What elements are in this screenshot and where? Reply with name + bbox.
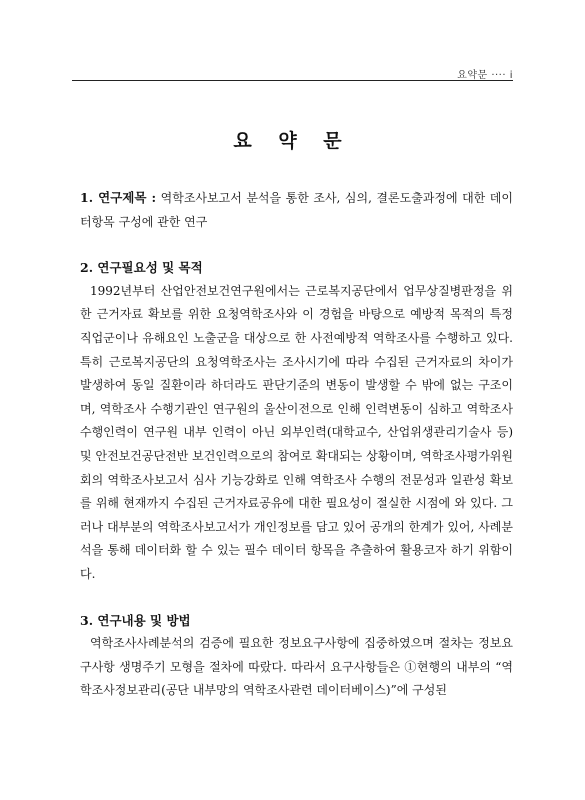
section-heading: 1. 연구제목 :: [80, 190, 157, 205]
section-purpose: [80, 256, 513, 586]
running-header: 요약문 ···· i: [457, 70, 513, 81]
section-body: 역학조사보고서 분석을 통한 조사, 심의, 결론도출과정에 대한 데이터항목 구성에 관한 연구: [80, 191, 513, 229]
section-research-title: [80, 186, 513, 234]
page-title: 요 약 문: [233, 130, 352, 152]
section-body: 1992년부터 산업안전보건연구원에서는 근로복지공단에서 업무상질병판정을 위한 근거자료 확보를 위한 요청역학조사와 이 경험을 바탕으로 예방적 목적의 특정 직업군이나 유해요인 노출군을 대상으로 한 사전예방적 역학조사를 수행하고 있다. 특히 근로복지공단의 요청역학조사는 조사시기에 따라 수집된 근거자료의 차이가 발생하여 동일 질환이라 하더라도 판단기준의 변동이 발생할 수 밖에 없는 구조이며, 역학조사 수행기관인 연구원의 울산이전으로 인해 인력변동이 심하고 역학조사 수행인력이 연구원 내부 인력이 아닌 외부인력(대학교수, 산업위생관리기술사 등) 및 안전보건공단전반 보건인력으로의 참여로 확대되는 상황이며, 역학조사평가위원회의 역학조사보고서 심사 기능강화로 인해 역학조사 수행의 전문성과 일관성 확보를 위해 현재까지 수집된 근거자료공유에 대한 필요성이 절실한 시점에 와 있다. 그러나 대부분의 역학조사보고서가 개인정보를 담고 있어 공개의 한계가 있어, 사례분석을 통해 데이터화 할 수 있는 필수 데이터 항목을 추출하여 활용코자 하기 위함이다.: [80, 283, 513, 581]
section-heading: 2. 연구필요성 및 목적: [80, 260, 203, 276]
section-methods: [80, 609, 513, 703]
section-heading: 3. 연구내용 및 방법: [80, 612, 191, 628]
document-body: [80, 186, 513, 703]
section-body: 역학조사사례분석의 검증에 필요한 정보요구사항에 집중하였으며 절차는 정보요구사항 생명주기 모형을 절차에 따랐다. 따라서 요구사항들은 ①현행의 내부의 “역학조사정보관리(공단 내부망의 역학조사관련 데이터베이스)”에 구성된: [80, 636, 513, 698]
header-rule: [72, 80, 513, 81]
